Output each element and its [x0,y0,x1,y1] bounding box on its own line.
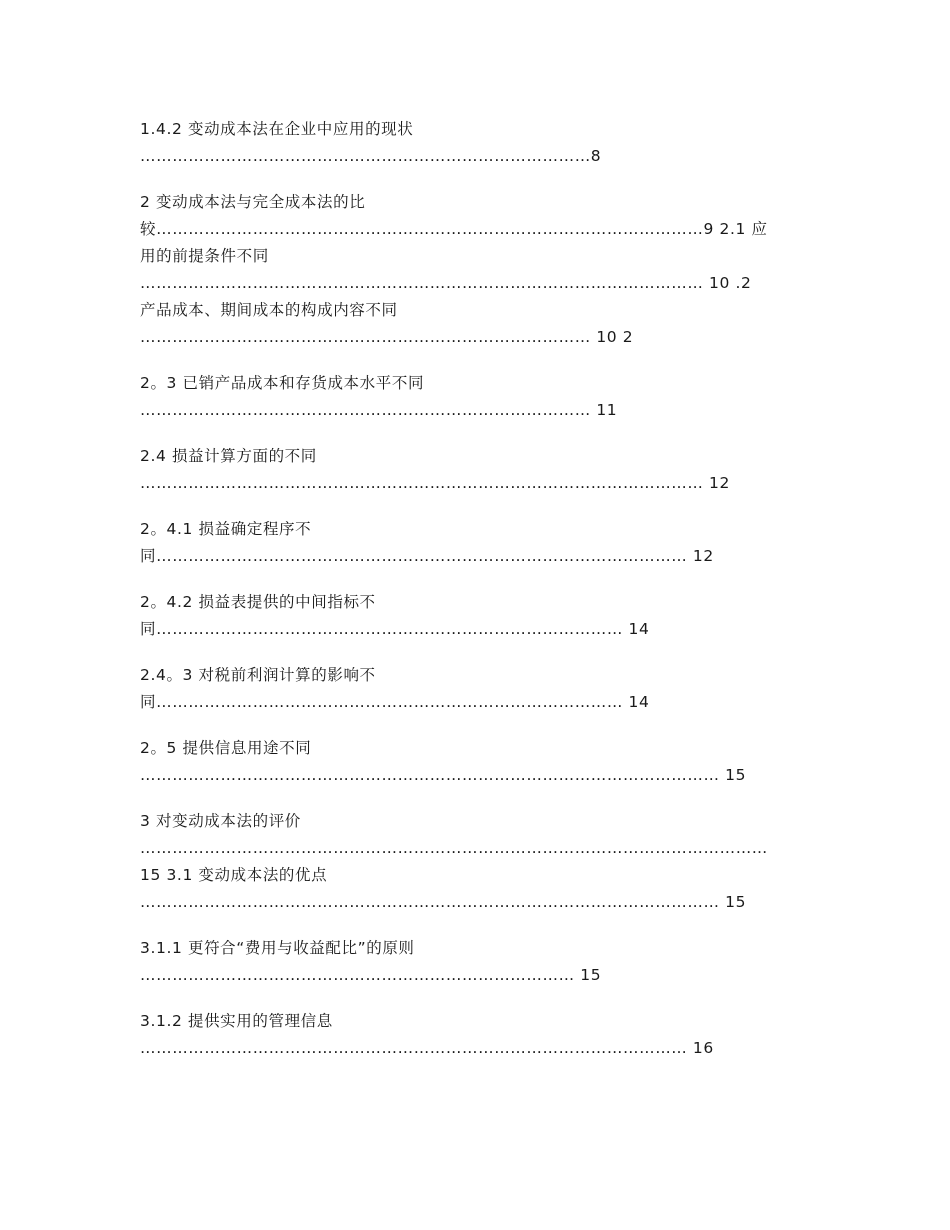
toc-entry [140,443,800,497]
table-of-contents [140,116,800,1081]
toc-entry [140,370,800,424]
toc-line: …………………………………………………………………………………………… 12 [140,474,730,492]
toc-entry [140,735,800,789]
toc-line: ………………………………………………………………………………………… 16 [140,1039,714,1057]
toc-line: 3.1.2 提供实用的管理信息 [140,1012,333,1030]
toc-line: 2。5 提供信息用途不同 [140,739,312,757]
toc-line: 3 对变动成本法的评价 [140,812,301,830]
toc-line: 2.4。3 对税前利润计算的影响不 [140,666,376,684]
toc-line: ………………………………………………………………………… 10 2 [140,328,634,346]
toc-line: 用的前提条件不同 [140,247,269,265]
toc-entry [140,589,800,643]
toc-line: 较…………………………………………………………………………………………9 2.1 应 [140,220,768,238]
toc-line: 同…………………………………………………………………………… 14 [140,620,650,638]
toc-line: ……………………………………………………………………………………………… 15 [140,766,747,784]
toc-line: ……………………………………………………………………………………………… 15 [140,893,747,911]
toc-entry [140,808,800,916]
toc-line: 2 变动成本法与完全成本法的比 [140,193,366,211]
toc-line: 产品成本、期间成本的构成内容不同 [140,301,398,319]
toc-line: ………………………………………………………………………… 11 [140,401,618,419]
toc-line: 3.1.1 更符合“费用与收益配比”的原则 [140,939,415,957]
toc-entry [140,935,800,989]
toc-line: …………………………………………………………………………8 [140,147,602,165]
toc-entry [140,116,800,170]
toc-line: …………………………………………………………………………………………… 10 .2 [140,274,752,292]
toc-line: 2.4 损益计算方面的不同 [140,447,317,465]
toc-line: 1.4.2 变动成本法在企业中应用的现状 [140,120,414,138]
toc-line: ……………………………………………………………………………………………………… [140,839,768,857]
toc-line: 15 3.1 变动成本法的优点 [140,866,328,884]
toc-line: 同…………………………………………………………………………… 14 [140,693,650,711]
toc-entry [140,189,800,351]
toc-entry [140,516,800,570]
toc-line: 2。4.2 损益表提供的中间指标不 [140,593,376,611]
toc-line: 2。3 已销产品成本和存货成本水平不同 [140,374,425,392]
toc-entry [140,1008,800,1062]
toc-entry [140,662,800,716]
toc-line: ……………………………………………………………………… 15 [140,966,602,984]
toc-line: 同……………………………………………………………………………………… 12 [140,547,714,565]
toc-line: 2。4.1 损益确定程序不 [140,520,312,538]
